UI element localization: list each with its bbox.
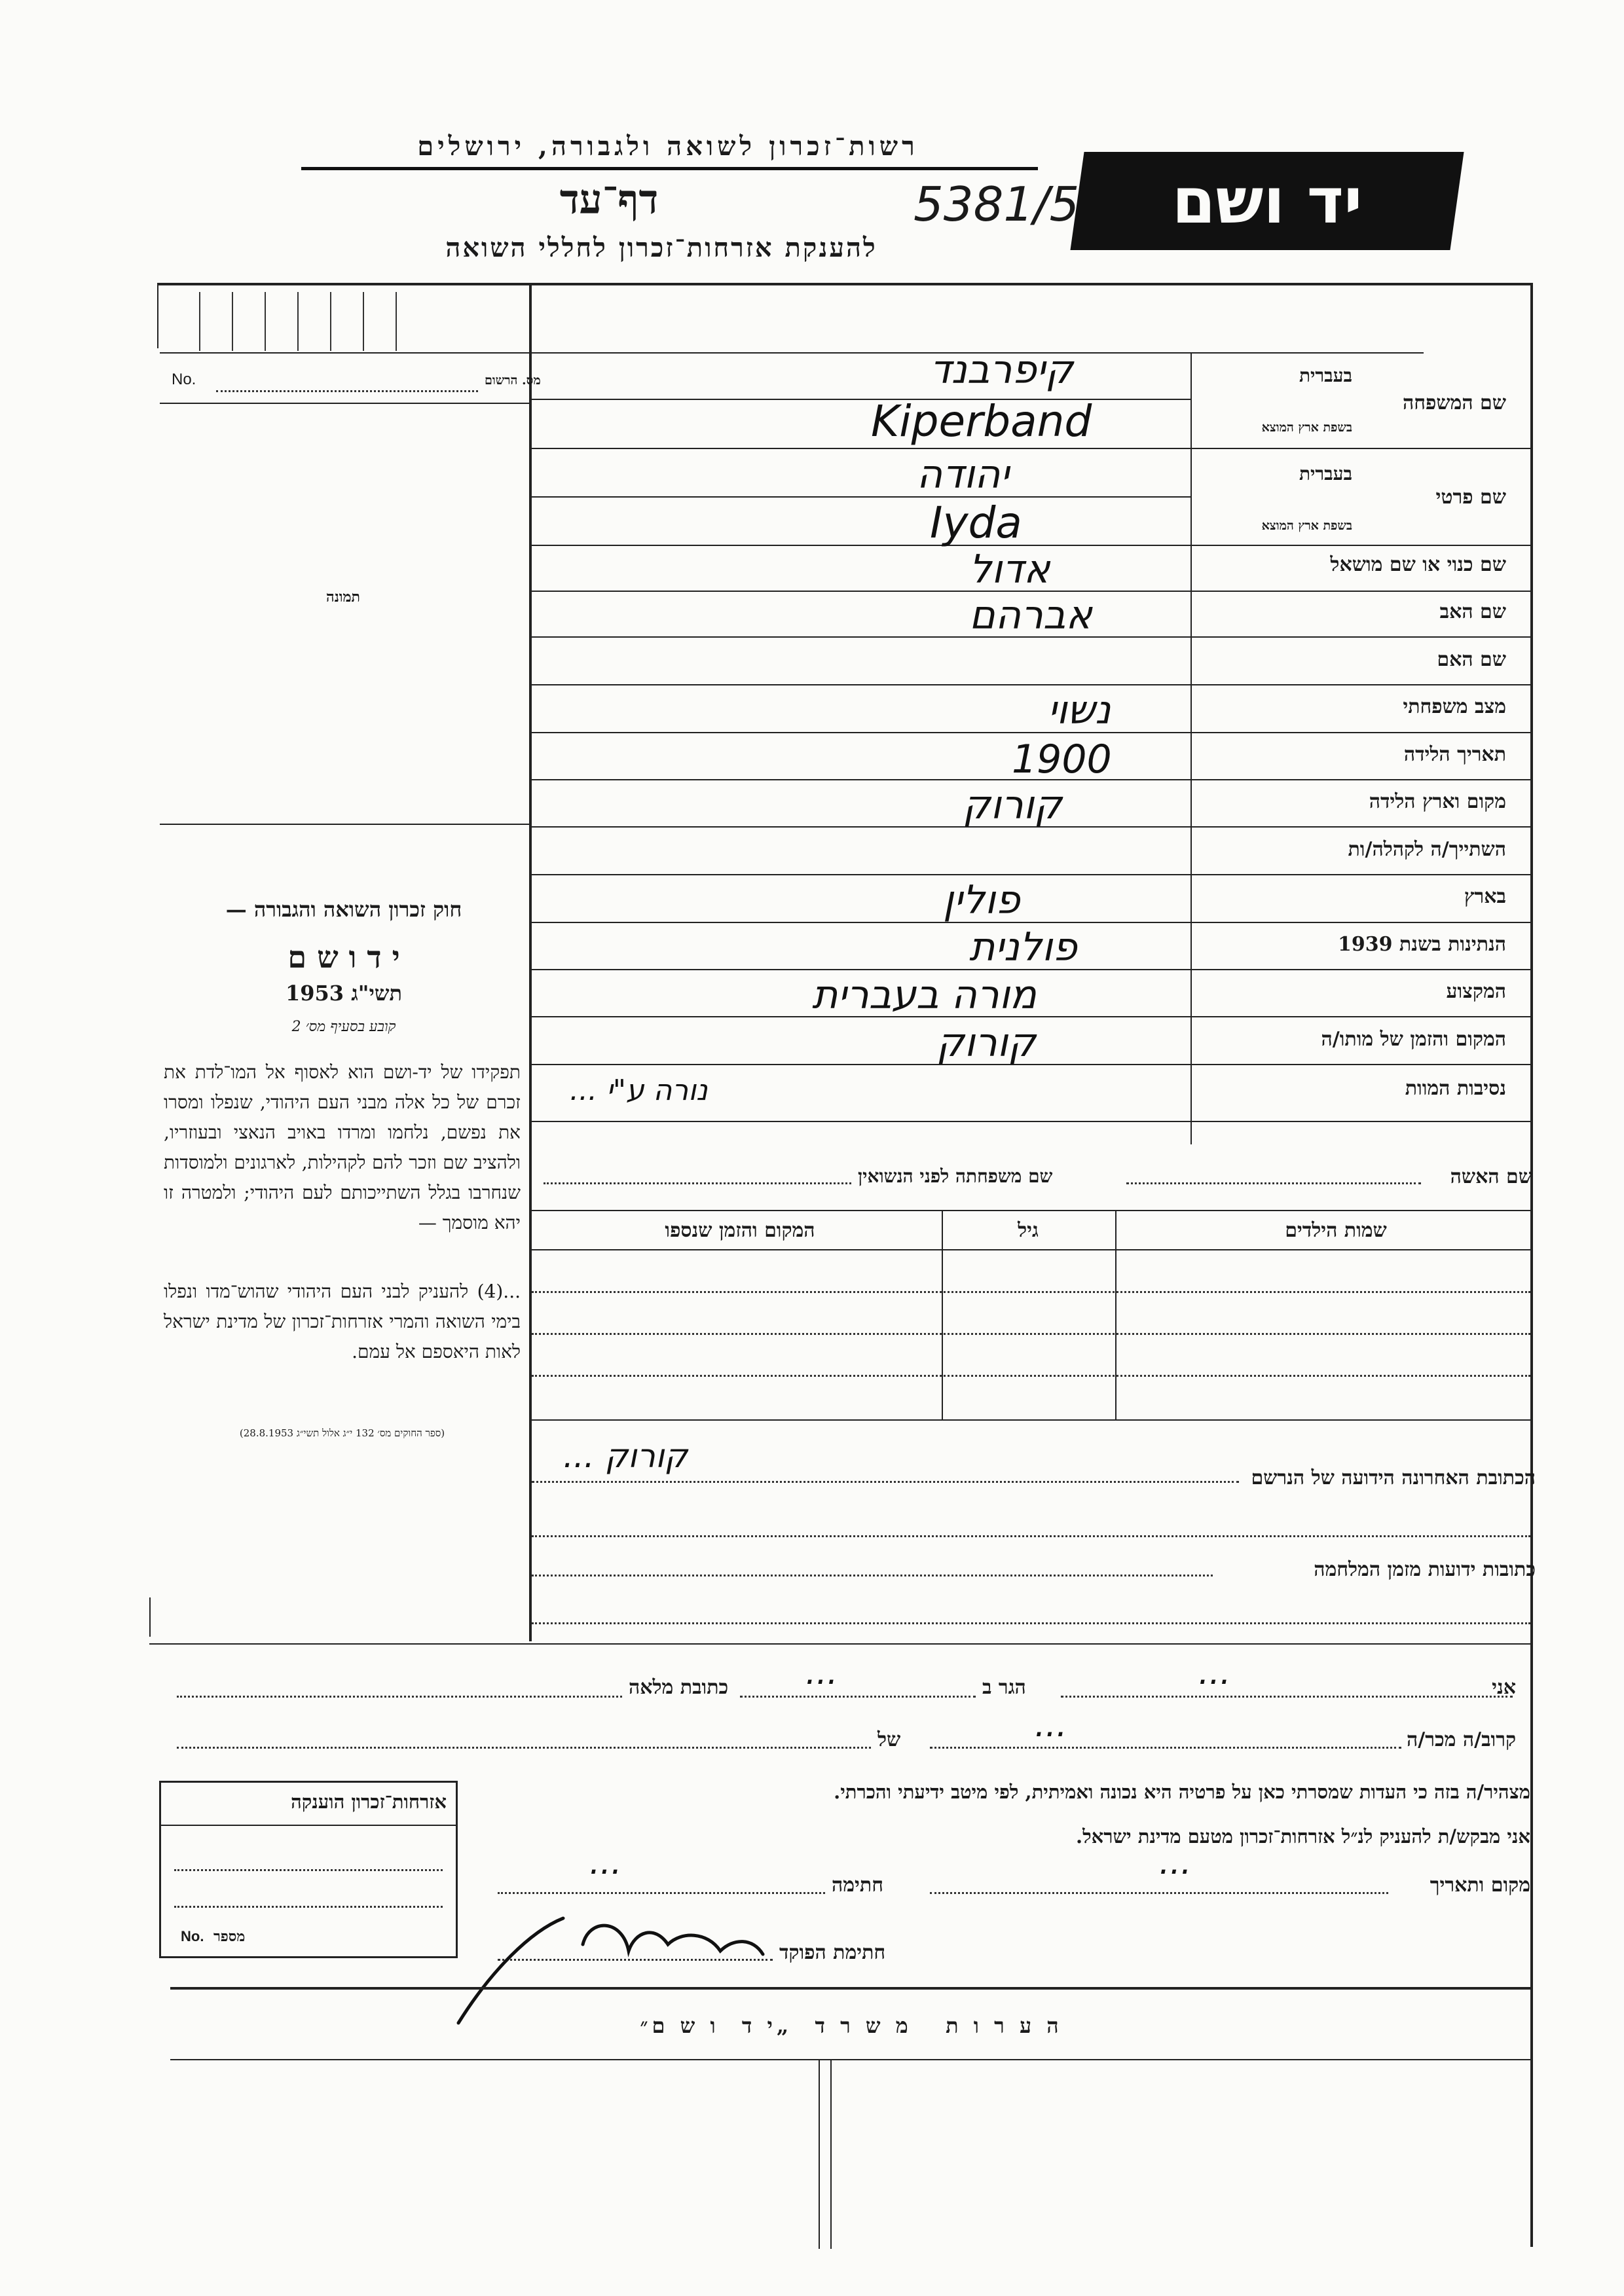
children-col-1 [1115,1210,1116,1421]
signature-label: חתימה [832,1874,883,1897]
family-hebrew-label: בעברית [1299,365,1352,386]
declarant-line [1061,1696,1513,1698]
grant-box-title: אזרחות־זכרון הוענקה [291,1791,447,1813]
grant-box-number-label: מספר [213,1928,246,1945]
family-name-origin-value: Kiperband [871,396,1092,446]
country-value: פולין [943,877,1020,923]
frame-right [1530,283,1533,2247]
row-line-marital [532,732,1530,733]
family-name-hebrew-value: קיפרבנד [930,347,1073,393]
birth-date-label: תאריך הלידה [1403,743,1506,766]
relative-line [930,1747,1401,1749]
form-subtitle: להענקת אזרחות־זכרון לחללי השואה [445,232,877,263]
relative-value: ... [1035,1705,1067,1745]
row-line-first [532,545,1530,546]
birth-date-value: 1900 [1012,737,1112,782]
left-row-1 [160,352,1424,354]
children-col-2 [942,1210,943,1421]
photo-area [160,404,526,823]
serial-cells [160,285,526,351]
relative-label: קרוב/ה מכר/ה [1407,1728,1516,1751]
community-label: השתייך/ה לקהלה/ות [1348,838,1506,861]
row-line-first-origin [532,496,1190,498]
statement-2: אני מבקש/ת להעניק לנ״ל אזרחות־זכרון מטעם מדינת ישראל. [1076,1825,1530,1848]
row-line-mother [532,684,1530,685]
resides-label: הגר ב [982,1676,1026,1699]
place-date-line [930,1892,1388,1894]
logo-text: יד ושם [1172,164,1363,238]
wife-maiden-line [544,1182,851,1184]
war-addresses-line-1 [532,1575,1213,1576]
law-title: חוק זכרון השואה והגבורה — [225,897,462,922]
last-address-value: קורוק ... [563,1437,688,1475]
label-column-divider [1190,352,1192,1144]
father-name-label: שם האב [1439,600,1506,623]
profession-value: מורה בעברית [812,972,1037,1018]
of-label: של [877,1728,901,1751]
children-row-2 [532,1333,1530,1335]
law-section: קובע בסעיף מס׳ 2 [291,1019,396,1035]
first-name-hebrew-value: יהודה [917,452,1009,498]
authority-underline [301,167,1038,170]
officer-signature-label: חתימת הפוקד [779,1941,886,1964]
children-age-header: גיל [1018,1219,1039,1242]
law-source: (ספר החוקים מס׳ 132 י״ג אלול תשי״ג 28.8.1953) [239,1427,445,1439]
father-name-value: אברהם [969,592,1092,638]
frame-left-lower [149,1597,151,1637]
marital-status-label: מצב משפחתי [1403,695,1506,718]
first-name-origin-value: Iyda [930,498,1022,548]
notes-divider-1 [819,2059,820,2249]
last-address-line-1 [532,1481,1239,1483]
place-date-label: מקום ותאריך [1430,1874,1530,1897]
resides-value: ... [805,1653,838,1692]
war-addresses-line-2 [532,1622,1530,1624]
birth-place-value: קורוק [963,782,1062,828]
children-bottom [532,1419,1530,1421]
marital-status-value: נשוי [1048,687,1111,733]
law-paragraph-1: תפקידו של יד-ושם הוא לאסוף אל המו־לדת את זכרם של כל אלה מבני העם היהודי, שנפלו ומסרו את נפשם, נלחמו ומרדו באויב הנאצי ובעוזריו, ולהציב שם וזכר להם לקהילות, לארגונים ולמוסדות שנחרבו בגלל השתייכותם לעם היהודי; ולמטרה זו יהא מוסמך — [164,1061,521,1233]
row-line-death-circ [532,1121,1530,1122]
last-address-label: הכתובת האחרונה הידועה של הנרשם [1251,1467,1536,1489]
first-name-label: שם פרטי [1435,486,1506,509]
resides-line [740,1696,976,1698]
law-paragraph-2: ...(4) להעניק לבני העם היהודי שהוש־מדו ונפלו בימי השואה והמרי אזרחות־זכרון של מדינת ישראל לאות היאספם אל עמם. [164,1281,521,1362]
registration-line [216,390,478,392]
war-addresses-label: כתובות ידועות מזמן המלחמה [1314,1558,1536,1581]
office-notes-title: ה ע ר ו ת מ ש ר ד „י ד ו ש ם״ [640,2013,1063,2038]
registration-no: No. [172,371,196,388]
file-number: 5381/5 [913,177,1080,232]
nickname-label: שם כנוי או שם מושאל [1330,553,1506,576]
form-title: דף־עד [559,175,659,223]
death-place-label: המקום והזמן של מותו/ה [1321,1028,1506,1051]
frame-left [157,283,158,348]
children-row-3 [532,1375,1530,1377]
citizenship-label: הנתינות בשנת 1939 [1337,933,1506,956]
citizenship-value: פולנית [969,924,1077,970]
death-circumstances-value: נורה ע"י ... [570,1074,708,1107]
row-line-community [532,874,1530,875]
birth-place-label: מקום וארץ הלידה [1369,790,1506,813]
first-hebrew-label: בעברית [1299,463,1352,484]
law-name: י ד ו ש ם [287,939,400,975]
photo-bottom [160,824,529,825]
grant-box [159,1781,458,1958]
notes-top-line [170,1987,1531,1990]
first-origin-label: בשפת ארץ המוצא [1261,519,1352,533]
law-year: תשי"ג 1953 [286,981,402,1006]
children-row-1 [532,1291,1530,1293]
children-names-header: שמות הילדים [1285,1219,1387,1242]
notes-bottom-line [170,2059,1531,2060]
children-header-line [532,1249,1530,1250]
section-divider [149,1643,1531,1645]
country-label: בארץ [1464,885,1506,908]
last-address-line-2 [532,1535,1530,1537]
wife-name-label: שם האשה [1450,1165,1532,1188]
full-address-label: כתובת מלאה [629,1676,729,1699]
death-place-value: קורוק [936,1020,1036,1066]
authority-heading: רשות־זכרון לשואה ולגבורה, ירושלים [417,131,919,162]
declarant-value: ... [1198,1653,1231,1692]
death-circumstances-label: נסיבות המוות [1405,1077,1506,1100]
family-origin-label: בשפת ארץ המוצא [1261,420,1352,435]
row-line-country [532,922,1530,923]
photo-label: תמונה [326,589,360,606]
nickname-value: אדול [969,547,1050,592]
place-date-value: ... [1159,1843,1192,1882]
left-column-divider [529,283,532,1641]
mother-name-label: שם האם [1437,648,1506,671]
of-line [177,1747,871,1749]
wife-name-line [1126,1182,1421,1184]
row-line-family [532,448,1530,449]
full-address-line [177,1696,622,1698]
declarant-label: אני [1492,1676,1516,1699]
profession-label: המקצוע [1446,980,1506,1003]
statement-1: מצהיר/ה בזה כי העדות שמסרתי כאן על פרטיה היא נכונה ואמיתית, לפי מיטב ידיעתי והכרתי. [834,1781,1530,1803]
notes-divider-2 [830,2059,832,2249]
yad-vashem-logo [1070,152,1464,250]
family-name-label: שם המשפחה [1402,392,1506,414]
signature-value: ... [589,1843,622,1882]
children-place-header: המקום והזמן שנספו [665,1219,815,1242]
wife-maiden-label: שם משפחתה לפני הנשואין [858,1165,1053,1187]
registration-label: מס. הרשום [485,373,541,388]
row-line-children-top [532,1210,1530,1211]
grant-box-no: No. [181,1928,204,1944]
